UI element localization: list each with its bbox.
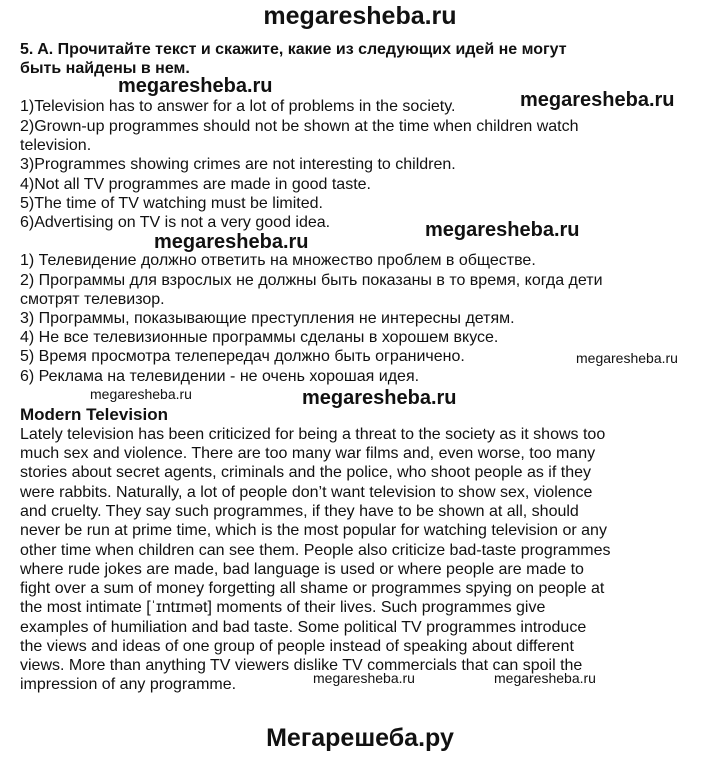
article-line: impression of any programme. — [20, 676, 237, 693]
russian-idea: 1) Телевидение должно ответить на множество проблем в обществе. — [20, 252, 536, 269]
russian-idea: смотрят телевизор. — [20, 291, 165, 308]
article-line: were rabbits. Naturally, a lot of people don’t want television to show sex, violence — [20, 484, 593, 501]
english-idea: 4)Not all TV programmes are made in good taste. — [20, 176, 371, 193]
article-line: never be run at prime time, which is the most popular for watching television or any — [20, 522, 607, 539]
article-line: examples of humiliation and bad taste. Some political TV programmes introduce — [20, 619, 587, 636]
site-header: megaresheba.ru — [263, 2, 457, 30]
watermark: megaresheba.ru — [576, 350, 678, 366]
task-line-1: 5. A. Прочитайте текст и скажите, какие из следующих идей не могут — [20, 41, 567, 58]
article-line: fight over a sum of money forgetting all shame or programmes spying on people at — [20, 580, 605, 597]
english-idea: 3)Programmes showing crimes are not interesting to children. — [20, 156, 456, 173]
russian-idea: 6) Реклама на телевидении - не очень хорошая идея. — [20, 368, 420, 385]
task-line-2: быть найдены в нем. — [20, 60, 190, 77]
russian-idea: 4) Не все телевизионные программы сделаны в хорошем вкусе. — [20, 329, 499, 346]
article-line: stories about secret agents, criminals and the police, who shoot people as if they — [20, 464, 591, 481]
article-line: views. More than anything TV viewers dislike TV commercials that can spoil the — [20, 657, 583, 674]
site-footer: Мегарешеба.ру — [266, 724, 454, 752]
watermark: megaresheba.ru — [520, 89, 675, 111]
russian-idea: 5) Время просмотра телепередач должно быть ограничено. — [20, 348, 465, 365]
english-idea: 1)Television has to answer for a lot of problems in the society. — [20, 98, 456, 115]
article-line: and cruelty. They say such programmes, if they have to be shown at all, should — [20, 503, 579, 520]
article-line: much sex and violence. There are too many war films and, even worse, too many — [20, 445, 596, 462]
watermark: megaresheba.ru — [118, 75, 273, 97]
watermark: megaresheba.ru — [313, 670, 415, 686]
watermark: megaresheba.ru — [425, 219, 580, 241]
russian-idea: 3) Программы, показывающие преступления не интересны детям. — [20, 310, 515, 327]
watermark: megaresheba.ru — [302, 387, 457, 409]
watermark: megaresheba.ru — [90, 386, 192, 402]
article-title: Modern Television — [20, 405, 168, 424]
article-line: the most intimate [ˈɪntɪmət] moments of their lives. Such programmes give — [20, 599, 546, 616]
article-line: where rude jokes are made, bad language is used or where people are made to — [20, 561, 584, 578]
english-idea: television. — [20, 137, 92, 154]
article-line: Lately television has been criticized for being a threat to the society as it shows too — [20, 426, 606, 443]
russian-idea: 2) Программы для взрослых не должны быть показаны в то время, когда дети — [20, 272, 603, 289]
watermark: megaresheba.ru — [494, 670, 596, 686]
english-idea: 6)Advertising on TV is not a very good idea. — [20, 214, 331, 231]
article-line: other time when children can see them. People also criticize bad-taste programmes — [20, 542, 611, 559]
article-line: the views and ideas of one group of people instead of speaking about different — [20, 638, 574, 655]
english-idea: 2)Grown-up programmes should not be shown at the time when children watch — [20, 118, 579, 135]
english-idea: 5)The time of TV watching must be limited. — [20, 195, 323, 212]
watermark: megaresheba.ru — [154, 231, 309, 253]
